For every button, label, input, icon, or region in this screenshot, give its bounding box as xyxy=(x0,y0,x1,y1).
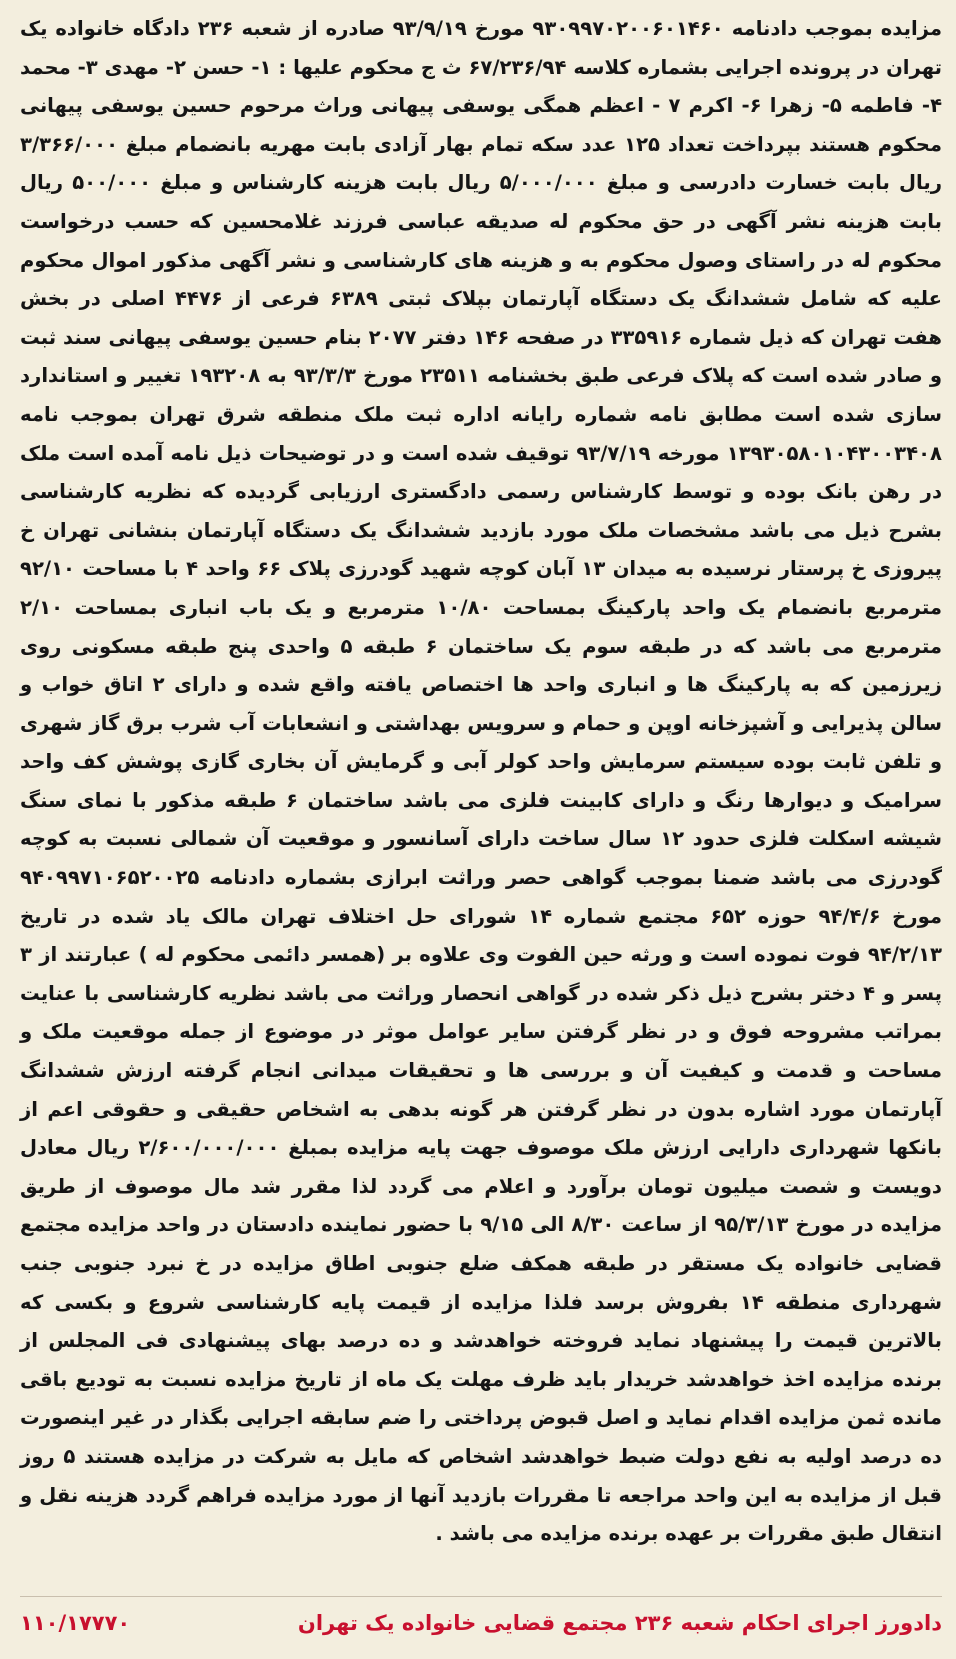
notice-footer xyxy=(20,1596,942,1649)
issuer-signature: دادورز اجرای احکام شعبه ۲۳۶ مجتمع قضایی خانواده یک تهران xyxy=(297,1611,942,1635)
auction-notice-body: مزایده بموجب دادنامه ۹۳۰۹۹۷۰۲۰۰۶۰۱۴۶۰ مورخ ۹۳/۹/۱۹ صادره از شعبه ۲۳۶ دادگاه خانواده یک تهران در پرونده اجرایی بشماره کلاسه ۶۷/۲۳۶/۹۴ ث ج محکوم علیها : ۱- حسن ۲- مهدی ۳- محمد ۴- فاطمه ۵- زهرا ۶- اکرم ۷ - اعظم همگی یوسفی پیهانی وراث مرحوم حسین یوسفی پیهانی محکوم هستند بپرداخت تعداد ۱۲۵ عدد سکه تمام بهار آزادی بابت مهریه بانضمام مبلغ ۳/۳۶۶/۰۰۰ ریال بابت خسارت دادرسی و مبلغ ۵/۰۰۰/۰۰۰ ریال بابت هزینه کارشناس و مبلغ ۵۰۰/۰۰۰ ریال بابت هزینه نشر آگهی در حق محکوم له صدیقه عباسی فرزند غلامحسین که حسب درخواست محکوم له در راستای وصول محکوم به و هزینه های کارشناسی و نشر آگهی مذکور اموال محکوم علیه که شامل ششدانگ یک دستگاه آپارتمان بپلاک ثبتی ۶۳۸۹ فرعی از ۴۴۷۶ اصلی در بخش هفت تهران که ذیل شماره ۳۳۵۹۱۶ در صفحه ۱۴۶ دفتر ۲۰۷۷ بنام حسین یوسفی پیهانی سند ثبت و صادر شده است که پلاک فرعی طبق بخشنامه ۲۳۵۱۱ مورخ ۹۳/۳/۳ به ۱۹۳۲۰۸ تغییر و استاندارد سازی شده است مطابق نامه شماره رایانه اداره ثبت ملک منطقه شرق تهران بموجب نامه ۱۳۹۳۰۵۸۰۱۰۴۳۰۰۳۴۰۸ مورخه ۹۳/۷/۱۹ توقیف شده است و در توضیحات ذیل نامه آمده است ملک در رهن بانک بوده و توسط کارشناس رسمی دادگستری ارزیابی گردیده که نظریه کارشناسی بشرح ذیل می باشد مشخصات ملک مورد بازدید ششدانگ یک دستگاه آپارتمان بنشانی تهران خ پیروزی خ پرستار نرسیده به میدان ۱۳ آبان کوچه شهید گودرزی پلاک ۶۶ واحد ۴ با مساحت ۹۲/۱۰ مترمربع بانضمام یک واحد پارکینگ بمساحت ۱۰/۸۰ مترمربع و یک باب انباری بمساحت ۲/۱۰ مترمربع می باشد که در طبقه سوم یک ساختمان ۶ طبقه ۵ واحدی پنج طبقه مسکونی روی زیرزمین که به پارکینگ ها و انباری واحد ها اختصاص یافته واقع شده و دارای ۲ اتاق خواب و سالن پذیرایی و آشپزخانه اوپن و حمام و سرویس بهداشتی و انشعابات آب شرب برق گاز شهری و تلفن ثابت بوده سیستم سرمایش واحد کولر آبی و گرمایش آن بخاری گازی پوشش کف واحد سرامیک و دیوارها رنگ و دارای کابینت فلزی می باشد ساختمان ۶ طبقه مذکور با نمای سنگ شیشه اسکلت فلزی حدود ۱۲ سال ساخت دارای آسانسور و موقعیت آن شمالی نسبت به کوچه گودرزی می باشد ضمنا بموجب گواهی حصر وراثت ابرازی بشماره دادنامه ۹۴۰۹۹۷۱۰۶۵۲۰۰۲۵ مورخ ۹۴/۴/۶ حوزه ۶۵۲ مجتمع شماره ۱۴ شورای حل اختلاف تهران مالک یاد شده در تاریخ ۹۴/۲/۱۳ فوت نموده است و ورثه حین الفوت وی علاوه بر (همسر دائمی محکوم له ) عبارتند از ۳ پسر و ۴ دختر بشرح ذیل ذکر شده در گواهی انحصار وراثت می باشد نظریه کارشناسی با عنایت بمراتب مشروحه فوق و در نظر گرفتن سایر عوامل موثر در موضوع از جمله موقعیت ملک و مساحت و قدمت و کیفیت آن و بررسی ها و تحقیقات میدانی انجام گرفته ارزش ششدانگ آپارتمان مورد اشاره بدون در نظر گرفتن هر گونه بدهی به اشخاص حقیقی و حقوقی اعم از بانکها شهرداری دارایی ارزش ملک موصوف جهت پایه مزایده بمبلغ ۲/۶۰۰/۰۰۰/۰۰۰ ریال معادل دویست و شصت میلیون تومان برآورد و اعلام می گردد لذا مقرر شد مال موصوف از طریق مزایده در مورخ ۹۵/۳/۱۳ از ساعت ۸/۳۰ الی ۹/۱۵ با حضور نماینده دادستان در واحد مزایده مجتمع قضایی خانواده یک مستقر در طبقه همکف ضلع جنوبی اطاق مزایده در خ نبرد جنوبی جنب شهرداری منطقه ۱۴ بفروش برسد فلذا مزایده از قیمت پایه کارشناسی شروع و بکسی که بالاترین قیمت را پیشنهاد نماید فروخته خواهدشد و ده درصد بهای پیشنهادی فی المجلس از برنده مزایده اخذ خواهدشد خریدار باید ظرف مهلت یک ماه از تاریخ مزایده نسبت به تودیع باقی مانده ثمن مزایده اقدام نماید و اصل قبوض پرداختی را ضم سابقه اجرایی بگذار در غیر اینصورت ده درصد اولیه به نفع دولت ضبط خواهدشد اشخاص که مایل به شرکت در مزایده هستند ۵ روز قبل از مزایده به این واحد مراجعه تا مقررات بازدید آنها از مورد مزایده فراهم گردد هزینه نقل و انتقال طبق مقررات بر عهده برنده مزایده می باشد . xyxy=(20,17,943,1546)
notice-code: ۱۱۰/۱۷۷۷۰ xyxy=(20,1611,131,1635)
